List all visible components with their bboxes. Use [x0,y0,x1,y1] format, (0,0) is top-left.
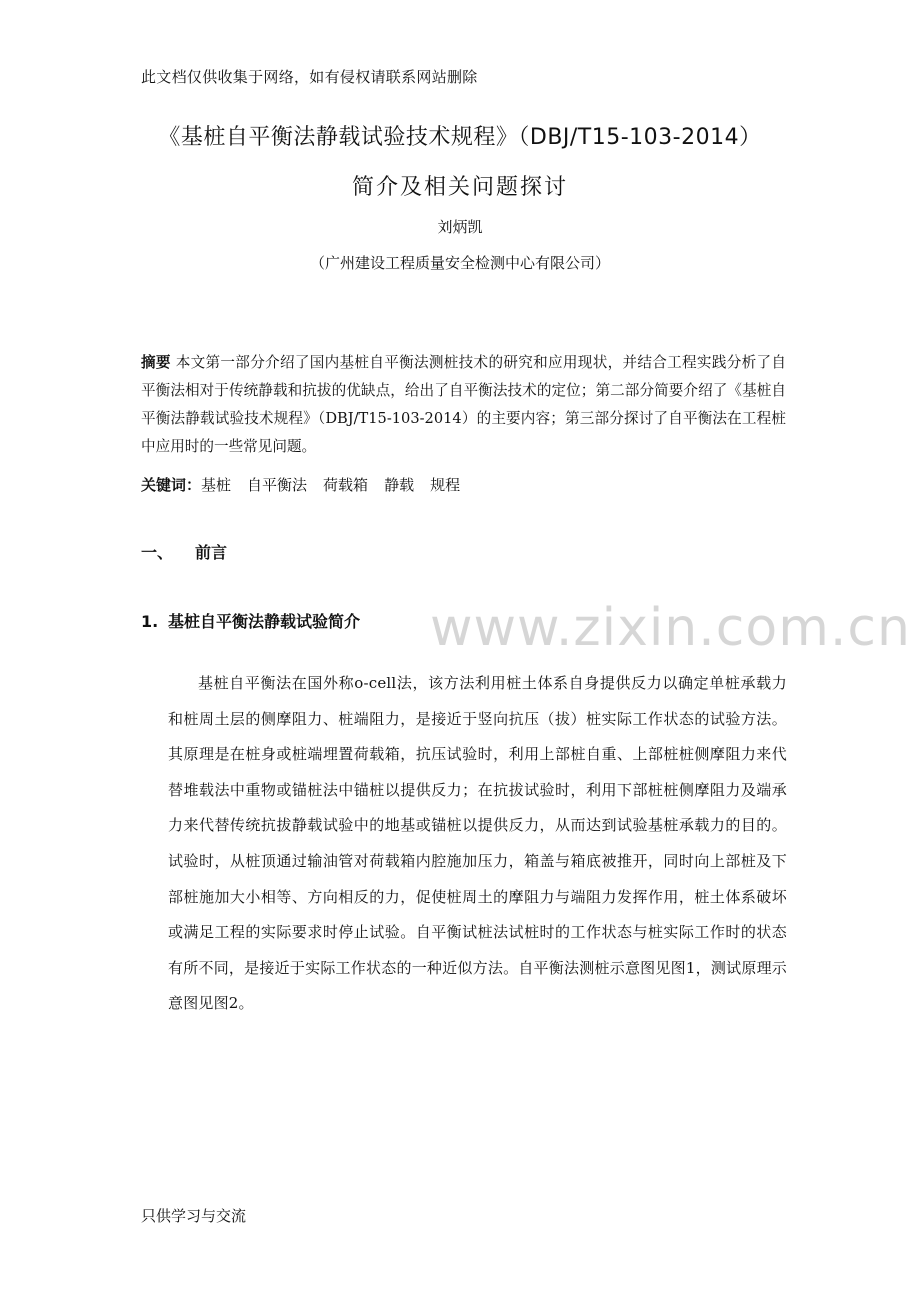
footer-note: 只供学习与交流 [141,1207,247,1225]
keyword: 荷载箱 [323,476,369,494]
keyword: 规程 [430,476,461,494]
header-disclaimer: 此文档仅供收集于网络，如有侵权请联系网站删除 [141,68,478,86]
keyword: 基桩 [201,476,232,494]
section-title: 前言 [195,543,228,562]
subsection-title: 基桩自平衡法静载试验简介 [168,612,361,631]
watermark: www.zixin.com.cn [430,598,911,658]
section-number: 一、 [141,543,174,562]
body-paragraph: 基桩自平衡法在国外称o-cell法，该方法利用桩土体系自身提供反力以确定单桩承载力和桩周土层的侧摩阻力、桩端阻力，是接近于竖向抗压（拔）桩实际工作状态的试验方法。其原理是在桩身或桩端埋置荷载箱，抗压试验时，利用上部桩自重、上部桩桩侧摩阻力来代替堆载法中重物或锚桩法中锚桩以提供反力；在抗拔试验时，利用下部桩桩侧摩阻力及端承力来代替传统抗拔静载试验中的地基或锚桩以提供反力，从而达到试验基桩承载力的目的。试验时，从桩顶通过输油管对荷载箱内腔施加压力，箱盖与箱底被推开，同时向上部桩及下部桩施加大小相等、方向相反的力，促使桩周土的摩阻力与端阻力发挥作用，桩土体系破坏或满足工程的实际要求时停止试验。自平衡试桩法试桩时的工作状态与桩实际工作时的状态有所不同，是接近于实际工作状态的一种近似方法。自平衡法测桩示意图见图1，测试原理示意图见图2。 [168,674,787,1013]
abstract-text: 本文第一部分介绍了国内基桩自平衡法测桩技术的研究和应用现状，并结合工程实践分析了自平衡法相对于传统静载和抗拔的优缺点，给出了自平衡法技术的定位；第二部分简要介绍了《基桩自平衡法静载试验技术规程》（DBJ/T15-103-2014）的主要内容；第三部分探讨了自平衡法在工程桩中应用时的一些常见问题。 [141,354,786,455]
subsection-number: 1. [141,612,159,631]
keyword: 自平衡法 [247,476,308,494]
abstract-label: 摘要 [141,354,171,371]
section-heading [141,540,227,563]
document-title-line-2: 简介及相关问题探讨 [351,175,568,200]
keywords-label: 关键词： [141,476,202,494]
subsection-heading [141,609,360,632]
document-title-line-1: 《基桩自平衡法静载试验技术规程》（DBJ/T15-103-2014） [158,125,762,150]
keyword: 静载 [384,476,415,494]
abstract [141,349,786,461]
author-affiliation: （广州建设工程质量安全检测中心有限公司） [309,254,610,272]
keywords [141,474,476,495]
author-name: 刘炳凯 [437,218,483,236]
